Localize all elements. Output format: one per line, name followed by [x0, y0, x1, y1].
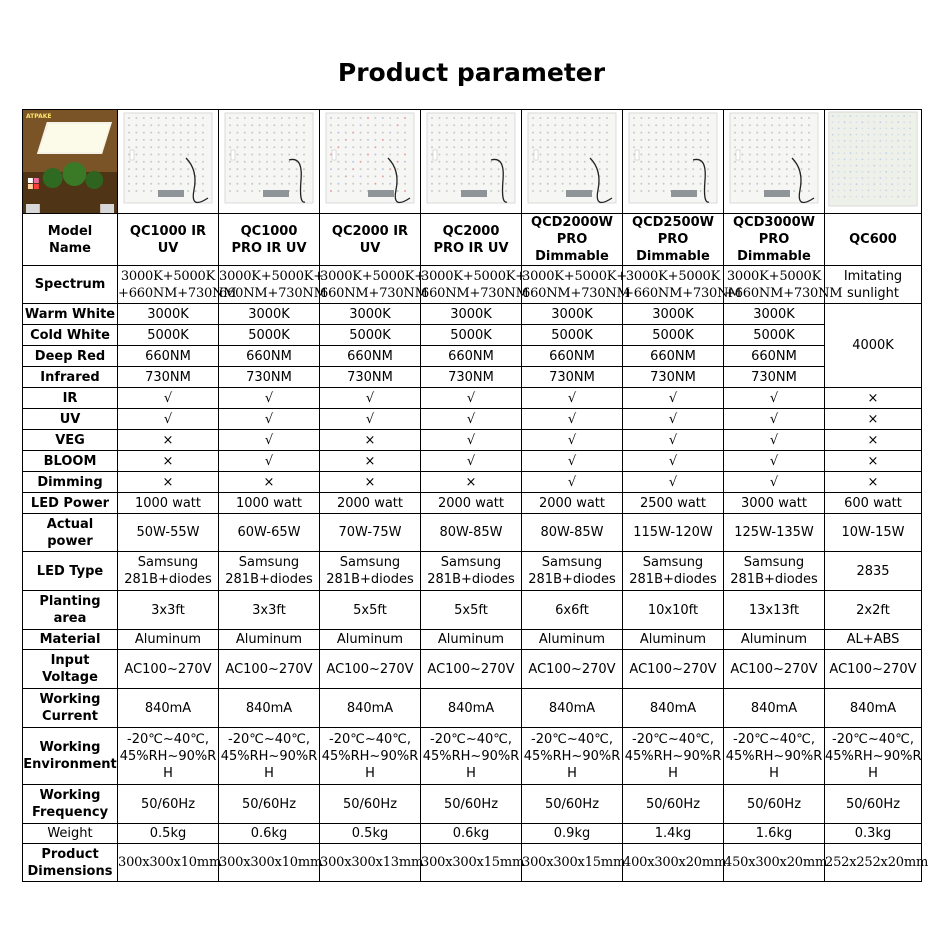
table-cell: AC100~270V [724, 650, 825, 689]
table-cell: √ [623, 472, 724, 493]
table-cell: √ [623, 409, 724, 430]
table-cell: 840mA [219, 689, 320, 728]
row-label: Planting area [23, 591, 118, 630]
table-cell: 840mA [118, 689, 219, 728]
table-cell: × [118, 472, 219, 493]
table-cell: √ [623, 388, 724, 409]
table-cell: 3x3ft [118, 591, 219, 630]
table-cell: 5000K [623, 325, 724, 346]
table-cell: 3000K+5000K +660NM+730NM [118, 266, 219, 304]
table-cell: AC100~270V [219, 650, 320, 689]
table-cell: √ [724, 430, 825, 451]
table-cell: 300x300x13mm [320, 844, 421, 882]
table-cell: × [825, 430, 922, 451]
table-cell: 70W-75W [320, 514, 421, 552]
row-label: Actual power [23, 514, 118, 552]
table-cell: √ [724, 409, 825, 430]
table-cell: 50/60Hz [320, 785, 421, 824]
table-cell: QCD3000W PRO Dimmable [724, 214, 825, 266]
table-cell: 5000K [522, 325, 623, 346]
row-label: Dimming [23, 472, 118, 493]
led-type-row [23, 552, 922, 591]
table-cell: 50/60Hz [219, 785, 320, 824]
table-cell: 2500 watt [623, 493, 724, 514]
uv-row [23, 409, 922, 430]
table-cell: 730NM [118, 367, 219, 388]
table-cell: 400x300x20mm [623, 844, 724, 882]
table-cell: 80W-85W [522, 514, 623, 552]
row-label: BLOOM [23, 451, 118, 472]
table-cell: 840mA [320, 689, 421, 728]
table-cell: 1000 watt [219, 493, 320, 514]
warm-white-row [23, 304, 922, 325]
table-cell: √ [724, 451, 825, 472]
table-cell: √ [118, 409, 219, 430]
product-image [219, 110, 320, 214]
table-cell: 50/60Hz [825, 785, 922, 824]
table-cell: √ [522, 409, 623, 430]
table-cell: 50/60Hz [623, 785, 724, 824]
table-cell: 0.5kg [320, 824, 421, 844]
table-cell: √ [623, 430, 724, 451]
row-label: Material [23, 630, 118, 650]
working-current-row [23, 689, 922, 728]
table-cell: 115W-120W [623, 514, 724, 552]
table-cell: 5x5ft [320, 591, 421, 630]
table-cell: -20℃~40℃, 45%RH~90%R H [320, 728, 421, 785]
image-row [23, 110, 922, 214]
brand-hero-image [23, 110, 118, 214]
row-label: VEG [23, 430, 118, 451]
row-label: Deep Red [23, 346, 118, 367]
actual-power-row [23, 514, 922, 552]
cold-white-row [23, 325, 922, 346]
table-cell: 10W-15W [825, 514, 922, 552]
table-cell: √ [623, 451, 724, 472]
product-image [118, 110, 219, 214]
table-cell: 3000K+5000K+ 660NM+730NM [320, 266, 421, 304]
table-cell: AC100~270V [825, 650, 922, 689]
ir-row [23, 388, 922, 409]
row-label: Cold White [23, 325, 118, 346]
table-cell: √ [522, 472, 623, 493]
table-cell: 450x300x20mm [724, 844, 825, 882]
table-cell: 2000 watt [421, 493, 522, 514]
table-cell: 660NM [421, 346, 522, 367]
input-voltage-row [23, 650, 922, 689]
table-cell: 660NM [623, 346, 724, 367]
table-cell: Samsung 281B+diodes [522, 552, 623, 591]
table-cell: QC600 [825, 214, 922, 266]
table-cell: 10x10ft [623, 591, 724, 630]
table-cell: Samsung 281B+diodes [623, 552, 724, 591]
table-cell: 0.9kg [522, 824, 623, 844]
table-cell: 3000K [623, 304, 724, 325]
table-cell: √ [219, 451, 320, 472]
table-cell: 80W-85W [421, 514, 522, 552]
table-cell: 730NM [320, 367, 421, 388]
table-cell: 3000K+5000K+ 660NM+730NM [522, 266, 623, 304]
table-cell: Samsung 281B+diodes [118, 552, 219, 591]
table-cell: 730NM [522, 367, 623, 388]
row-label: LED Power [23, 493, 118, 514]
table-cell: AC100~270V [320, 650, 421, 689]
planting-area-row [23, 591, 922, 630]
table-cell: √ [219, 409, 320, 430]
brand-logo: ATPAKE [26, 113, 52, 120]
table-cell: 730NM [219, 367, 320, 388]
row-label: Working Environment [23, 728, 118, 785]
table-cell: QCD2000W PRO Dimmable [522, 214, 623, 266]
table-cell: √ [522, 430, 623, 451]
table-cell: × [825, 472, 922, 493]
table-cell: 840mA [522, 689, 623, 728]
table-cell: 1.6kg [724, 824, 825, 844]
product-image [623, 110, 724, 214]
table-cell: × [320, 472, 421, 493]
table-cell: √ [118, 388, 219, 409]
table-cell: QC2000 IR UV [320, 214, 421, 266]
row-label: Infrared [23, 367, 118, 388]
table-cell: QC1000 IR UV [118, 214, 219, 266]
table-cell: √ [724, 388, 825, 409]
table-cell: AC100~270V [421, 650, 522, 689]
table-cell: × [825, 409, 922, 430]
table-cell: -20℃~40℃, 45%RH~90%R H [724, 728, 825, 785]
table-cell: 300x300x15mm [421, 844, 522, 882]
table-cell: 730NM [421, 367, 522, 388]
product-dimensions-row [23, 844, 922, 882]
row-label: Model Name [23, 214, 118, 266]
row-label: Working Frequency [23, 785, 118, 824]
table-cell: AC100~270V [522, 650, 623, 689]
table-cell: √ [522, 388, 623, 409]
table-cell: 0.6kg [421, 824, 522, 844]
infrared-row [23, 367, 922, 388]
table-cell: QCD2500W PRO Dimmable [623, 214, 724, 266]
table-cell: 2x2ft [825, 591, 922, 630]
table-cell: 5x5ft [421, 591, 522, 630]
table-cell: Aluminum [118, 630, 219, 650]
table-cell: × [825, 388, 922, 409]
table-cell: 125W-135W [724, 514, 825, 552]
led-power-row [23, 493, 922, 514]
table-cell: AL+ABS [825, 630, 922, 650]
table-cell: Samsung 281B+diodes [320, 552, 421, 591]
table-cell: 3000K [118, 304, 219, 325]
table-cell: 660NM [320, 346, 421, 367]
table-cell: 3000K [320, 304, 421, 325]
table-cell: 3000K+5000K +660NM+730NM [623, 266, 724, 304]
table-cell: Aluminum [522, 630, 623, 650]
table-cell: AC100~270V [623, 650, 724, 689]
table-cell: × [219, 472, 320, 493]
table-cell: 840mA [825, 689, 922, 728]
row-label: LED Type [23, 552, 118, 591]
table-cell: 6x6ft [522, 591, 623, 630]
table-cell: 300x300x10mm [219, 844, 320, 882]
table-cell: 2835 [825, 552, 922, 591]
table-cell: 0.6kg [219, 824, 320, 844]
product-image [421, 110, 522, 214]
row-label: Input Voltage [23, 650, 118, 689]
table-cell: 50/60Hz [421, 785, 522, 824]
table-cell: √ [219, 388, 320, 409]
table-cell: √ [421, 430, 522, 451]
table-cell: 50/60Hz [522, 785, 623, 824]
table-cell: Samsung 281B+diodes [724, 552, 825, 591]
table-cell: 300x300x10mm [118, 844, 219, 882]
table-cell: √ [320, 388, 421, 409]
table-cell: 5000K [421, 325, 522, 346]
material-row [23, 630, 922, 650]
table-cell: 840mA [724, 689, 825, 728]
table-cell: 50W-55W [118, 514, 219, 552]
table-cell: QC1000 PRO IR UV [219, 214, 320, 266]
table-cell: 3000K [421, 304, 522, 325]
table-cell: -20℃~40℃, 45%RH~90%R H [118, 728, 219, 785]
table-cell: 0.3kg [825, 824, 922, 844]
table-cell: Aluminum [219, 630, 320, 650]
table-cell: √ [522, 451, 623, 472]
table-body [23, 110, 929, 882]
table-cell: 3000K [724, 304, 825, 325]
table-cell: √ [320, 409, 421, 430]
table-cell: 3000 watt [724, 493, 825, 514]
bloom-row [23, 451, 922, 472]
dimming-row [23, 472, 922, 493]
table-cell: 5000K [320, 325, 421, 346]
table-cell: 5000K [118, 325, 219, 346]
row-label: Warm White [23, 304, 118, 325]
table-cell: × [320, 430, 421, 451]
table-cell: 3000K+5000K+ 660NM+730NM [421, 266, 522, 304]
table-cell: 730NM [623, 367, 724, 388]
table-cell: 13x13ft [724, 591, 825, 630]
table-cell: Samsung 281B+diodes [421, 552, 522, 591]
table-cell: -20℃~40℃, 45%RH~90%R H [825, 728, 922, 785]
table-cell: 660NM [219, 346, 320, 367]
table-cell: 300x300x15mm [522, 844, 623, 882]
table-cell: Samsung 281B+diodes [219, 552, 320, 591]
table-cell: 660NM [724, 346, 825, 367]
product-image [825, 110, 922, 214]
table-cell: -20℃~40℃, 45%RH~90%R H [421, 728, 522, 785]
table-cell: 2000 watt [522, 493, 623, 514]
table-cell: 3x3ft [219, 591, 320, 630]
table-cell: 60W-65W [219, 514, 320, 552]
weight-row [23, 824, 922, 844]
table-cell: 3000K+5000K +660NM+730NM [724, 266, 825, 304]
table-cell: Aluminum [421, 630, 522, 650]
product-parameter-table [22, 109, 929, 882]
working-environment-row [23, 728, 922, 785]
deep-red-row [23, 346, 922, 367]
working-frequency-row [23, 785, 922, 824]
table-cell: √ [421, 409, 522, 430]
table-cell: 840mA [623, 689, 724, 728]
table-cell: × [118, 451, 219, 472]
table-cell: 3000K [219, 304, 320, 325]
table-cell: -20℃~40℃, 45%RH~90%R H [623, 728, 724, 785]
table-cell: 3000K [522, 304, 623, 325]
table-cell: √ [421, 451, 522, 472]
row-label: Working Current [23, 689, 118, 728]
table-cell: Aluminum [623, 630, 724, 650]
table-cell: Aluminum [320, 630, 421, 650]
table-cell: 50/60Hz [118, 785, 219, 824]
table-cell: √ [219, 430, 320, 451]
veg-row [23, 430, 922, 451]
table-cell: Imitating sunlight [825, 266, 922, 304]
table-cell: -20℃~40℃, 45%RH~90%R H [219, 728, 320, 785]
table-cell: 2000 watt [320, 493, 421, 514]
table-cell: × [118, 430, 219, 451]
table-cell: 840mA [421, 689, 522, 728]
table-cell: 0.5kg [118, 824, 219, 844]
table-cell: AC100~270V [118, 650, 219, 689]
table-cell: × [320, 451, 421, 472]
spectrum-row [23, 266, 922, 304]
table-cell: 600 watt [825, 493, 922, 514]
row-label: Weight [23, 824, 118, 844]
table-cell: 4000K [825, 304, 922, 388]
table-cell: 3000K+5000K+ 660NM+730NM [219, 266, 320, 304]
row-label: UV [23, 409, 118, 430]
row-label: IR [23, 388, 118, 409]
table-cell: QC2000 PRO IR UV [421, 214, 522, 266]
table-cell: 5000K [219, 325, 320, 346]
product-image [522, 110, 623, 214]
product-image [320, 110, 421, 214]
table-cell: × [421, 472, 522, 493]
table-cell: 50/60Hz [724, 785, 825, 824]
table-cell: 730NM [724, 367, 825, 388]
table-cell: -20℃~40℃, 45%RH~90%R H [522, 728, 623, 785]
row-label: Spectrum [23, 266, 118, 304]
page-title: Product parameter [337, 58, 606, 87]
product-image [724, 110, 825, 214]
table-cell: 252x252x20mm [825, 844, 922, 882]
table-cell: 660NM [118, 346, 219, 367]
row-label: Product Dimensions [23, 844, 118, 882]
table-cell: 5000K [724, 325, 825, 346]
table-cell: √ [724, 472, 825, 493]
table-cell: 1.4kg [623, 824, 724, 844]
table-cell: 660NM [522, 346, 623, 367]
table-cell: √ [421, 388, 522, 409]
table-cell: 1000 watt [118, 493, 219, 514]
table-cell: × [825, 451, 922, 472]
model-name-row [23, 214, 922, 266]
table-cell: Aluminum [724, 630, 825, 650]
